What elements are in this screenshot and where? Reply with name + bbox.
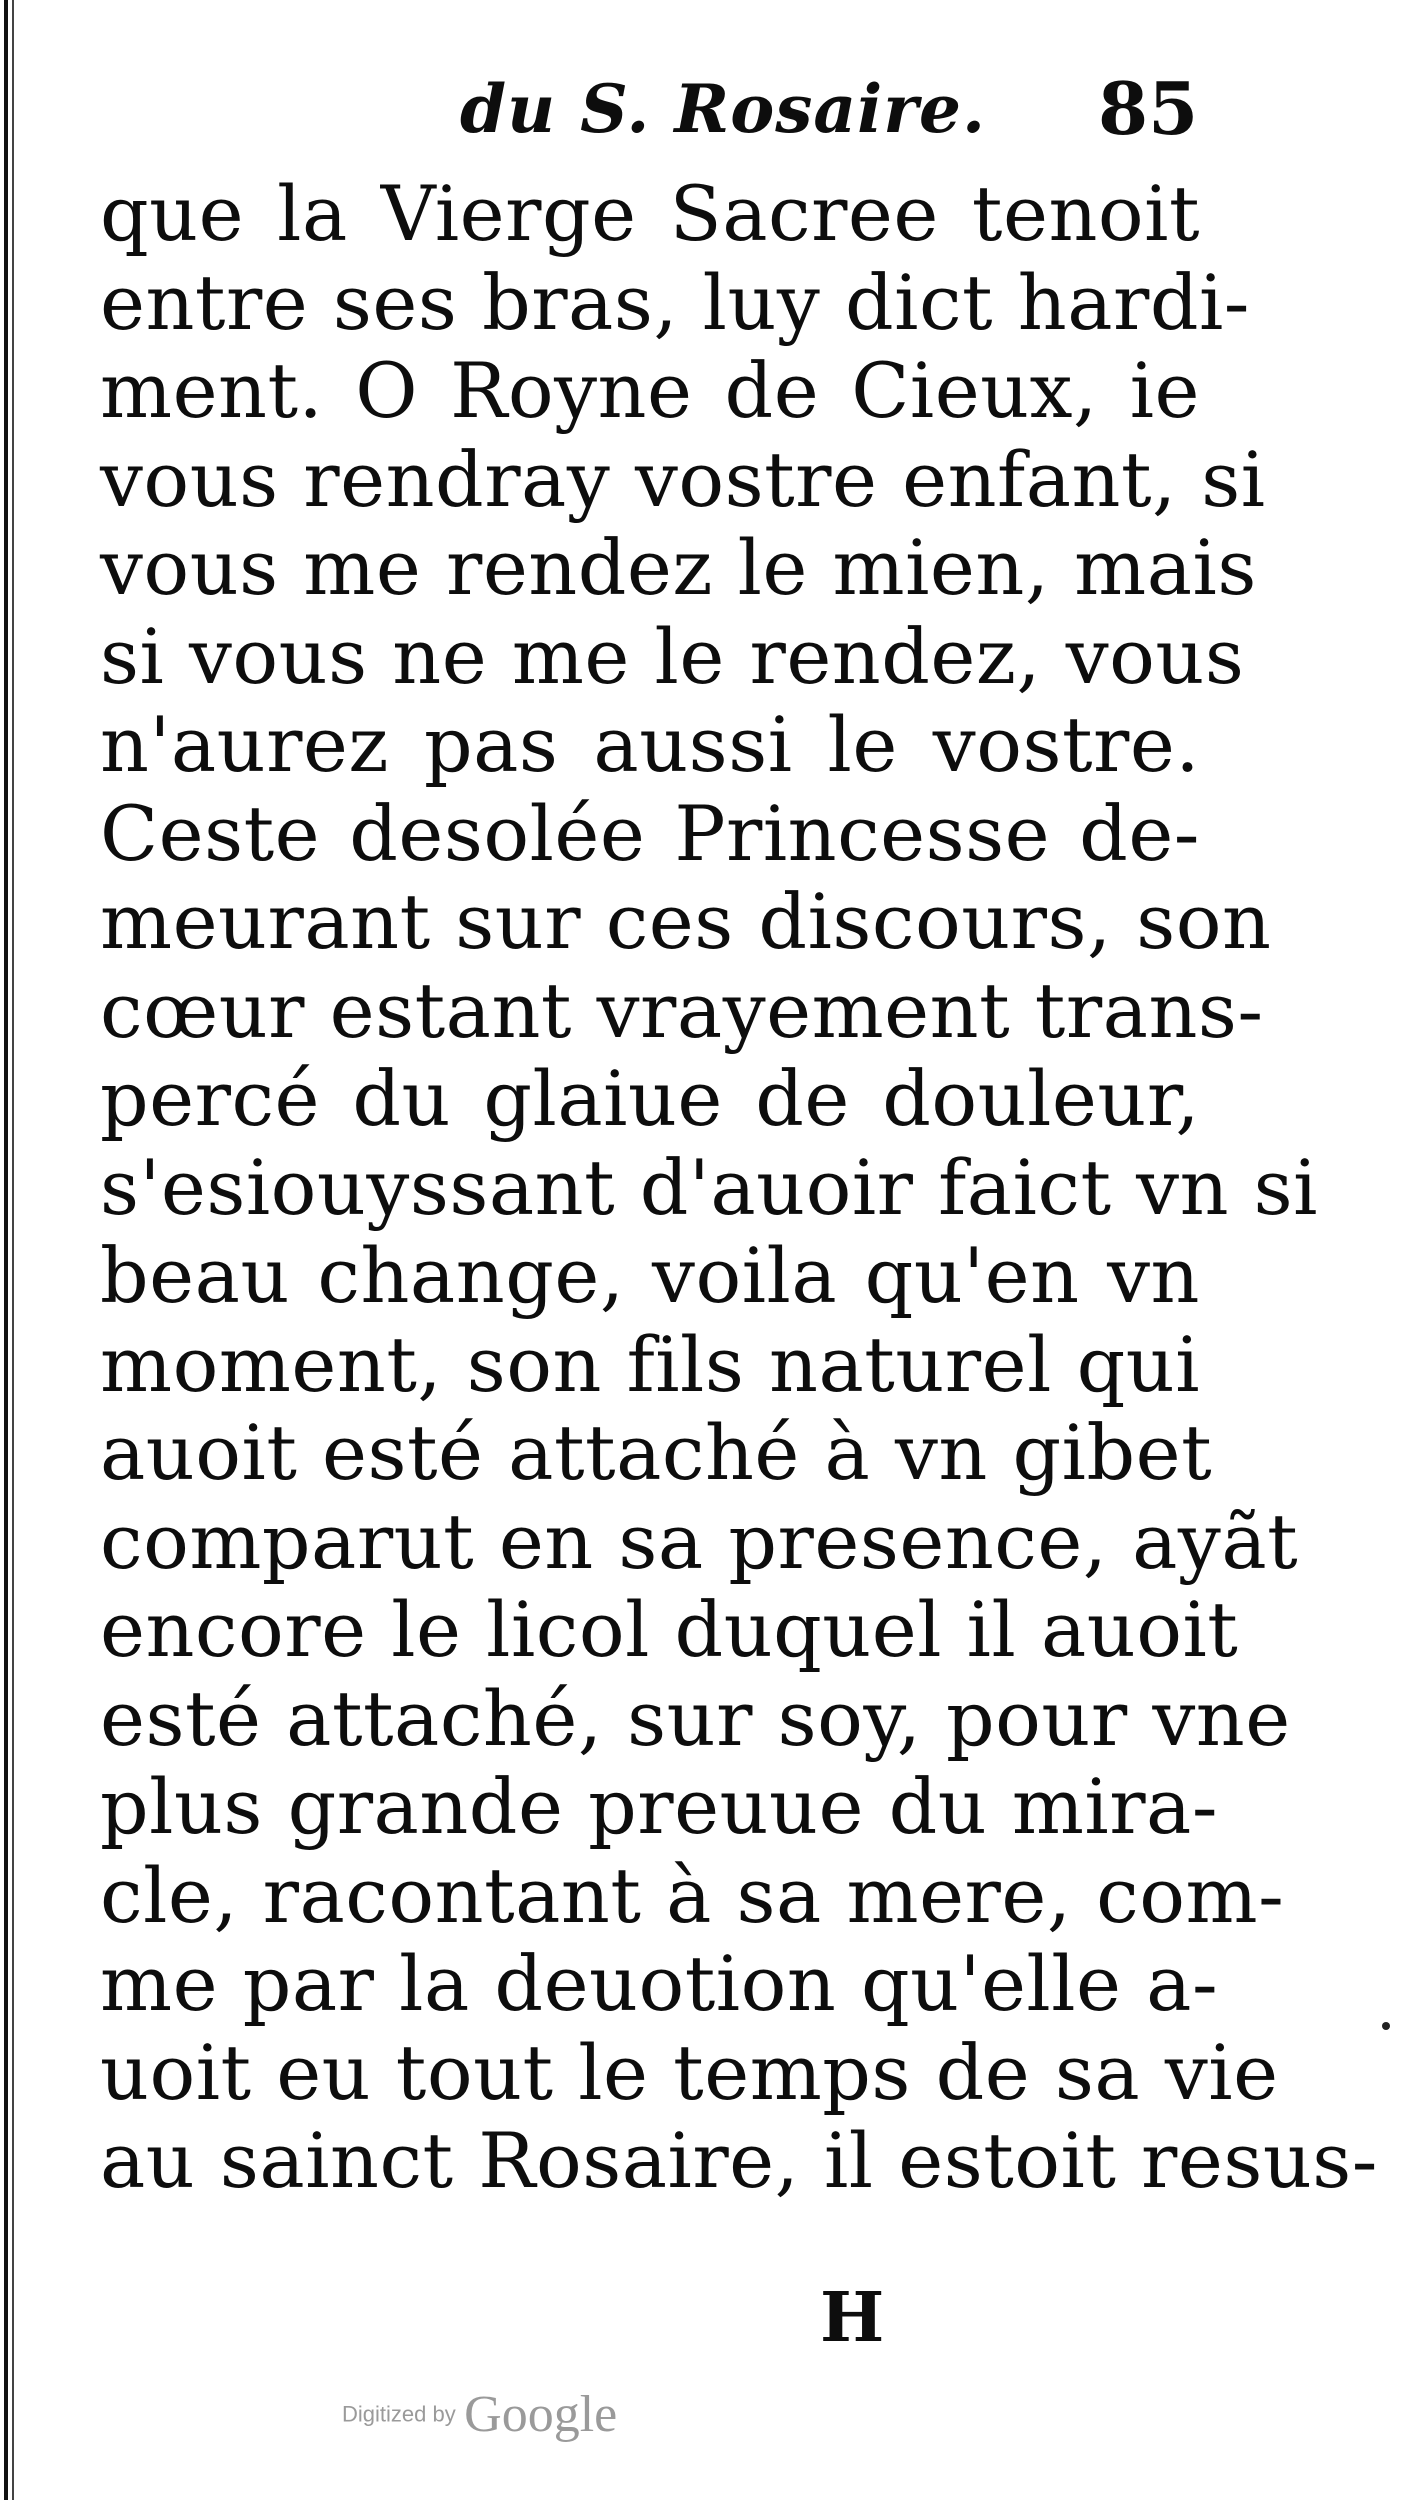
catchword: H bbox=[820, 2278, 885, 2358]
text-line: Ceste desolée Princesse de- bbox=[100, 788, 1200, 878]
binding-edge bbox=[4, 0, 8, 2500]
ink-speck bbox=[1382, 2022, 1390, 2030]
binding-edge-shadow bbox=[12, 0, 14, 2500]
text-line: esté attaché, sur soy, pour vne bbox=[100, 1673, 1291, 1763]
page-number: 85 bbox=[1098, 66, 1199, 151]
text-line: encore le licol duquel il auoit bbox=[100, 1585, 1239, 1674]
text-line: moment, son fils naturel qui bbox=[100, 1319, 1200, 1409]
text-line: uoit eu tout le temps de sa vie bbox=[100, 2027, 1279, 2117]
digitized-watermark bbox=[342, 2385, 617, 2444]
running-title: du S. Rosaire. bbox=[460, 70, 986, 148]
text-line: que la Vierge Sacree tenoit bbox=[100, 169, 1200, 258]
text-line: entre ses bras, luy dict hardi- bbox=[100, 257, 1250, 347]
text-line: beau change, voila qu'en vn bbox=[100, 1231, 1200, 1320]
text-line: s'esiouyssant d'auoir faict vn si bbox=[100, 1142, 1318, 1232]
text-line: ment. O Royne de Cieux, ie bbox=[100, 346, 1200, 435]
google-logo: Google bbox=[464, 2386, 618, 2443]
text-line: meurant sur ces discours, son bbox=[100, 877, 1272, 966]
text-line: cœur estant vrayement trans- bbox=[100, 965, 1264, 1055]
text-line: n'aurez pas aussi le vostre. bbox=[100, 700, 1200, 789]
text-line: si vous ne me le rendez, vous bbox=[100, 611, 1245, 701]
digitized-by-label: Digitized by bbox=[342, 2401, 456, 2427]
body-text bbox=[100, 169, 1378, 2206]
text-line: comparut en sa presence, ayãt bbox=[100, 1496, 1299, 1586]
text-line: cle, racontant à sa mere, com- bbox=[100, 1850, 1285, 1940]
text-line: percé du glaiue de douleur, bbox=[100, 1054, 1200, 1143]
text-line: au sainct Rosaire, il estoit resus- bbox=[100, 2116, 1378, 2205]
text-line: plus grande preuue du mira- bbox=[100, 1762, 1219, 1851]
text-line: me par la deuotion qu'elle a- bbox=[100, 1939, 1219, 2028]
text-line: vous rendray vostre enfant, si bbox=[100, 434, 1266, 524]
text-line: vous me rendez le mien, mais bbox=[100, 523, 1257, 612]
text-line: auoit esté attaché à vn gibet bbox=[100, 1408, 1213, 1497]
